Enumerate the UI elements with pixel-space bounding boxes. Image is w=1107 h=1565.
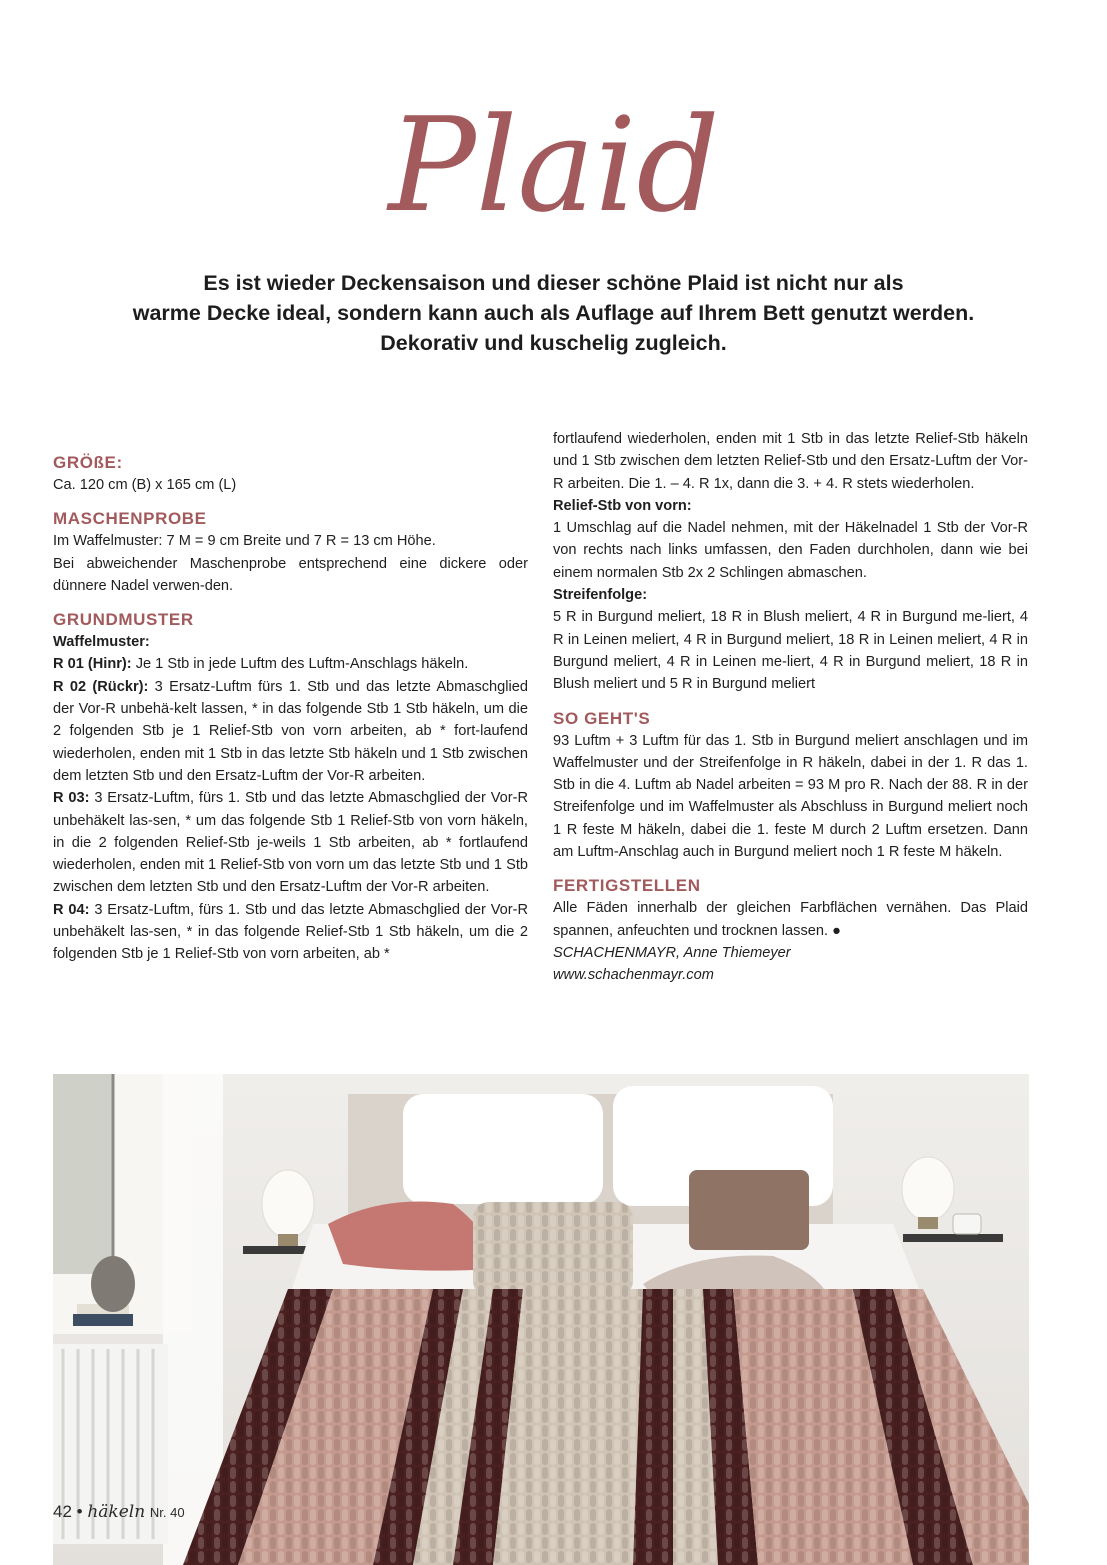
relief-heading: Relief-Stb von vorn: [553, 497, 692, 514]
row-02-text: 3 Ersatz-Luftm fürs 1. Stb und das letzte Abmaschglied der Vor-R unbehä-kelt lassen, * in das folgende Stb 1 Stb häkeln, um die 2 folgenden Stb je 1 Relief-Stb von vorn arbeiten, ab * fort-laufend wiederholen, enden mit 1 Stb in das letzte Stb häkeln und 1 Stb zwischen dem letzten Stb und den Ersatz-Luftm der Vor-R arbeiten. [53, 678, 528, 784]
row-01-text: Je 1 Stb in jede Luftm des Luftm-Anschlags häkeln. [131, 656, 469, 673]
pillow-brown [689, 1170, 809, 1250]
title-script: Plaid [387, 89, 720, 241]
bedroom-illustration [53, 1074, 1029, 1565]
size-heading: GRÖßE: [53, 453, 123, 472]
continued-text: fortlaufend wiederholen, enden mit 1 Stb in das letzte Relief-Stb häkeln und 1 Stb zwischen dem letzten Relief-Stb und den Ersatz-Luftm der Vor-R arbeiten. Die 1. – 4. R 1x, dann die 3. + 4. R stets wiederholen. [553, 431, 1028, 492]
right-column [553, 428, 1028, 987]
intro-line-2: warme Decke ideal, sondern kann auch als Auflage auf Ihrem Bett genutzt werden. [132, 301, 975, 325]
row-01-label: R 01 (Hinr): [53, 656, 132, 673]
row-01 [53, 653, 528, 675]
waffle-heading: Waffelmuster: [53, 634, 150, 651]
row-04-text: 3 Ersatz-Luftm, fürs 1. Stb und das letzte Abmaschglied der Vor-R unbehäkelt las-sen, * in das folgende Relief-Stb 1 Stb häkeln, um die 2 folgenden Stb je 1 Relief-Stb von vorn arbeiten, ab * [53, 901, 529, 963]
gauge-heading: MASCHENPROBE [53, 509, 207, 529]
vase [91, 1256, 135, 1312]
intro-paragraph [60, 268, 1047, 358]
row-03-text: 3 Ersatz-Luftm, fürs 1. Stb und das letzte Abmaschglied der Vor-R unbehäkelt las-sen, * um das folgende Stb 1 Relief-Stb von vorn häkeln, in die 2 folgenden Relief-Stb je-weils 1 Stb arbeiten, ab * fortlaufend wiederholen, enden mit 1 Relief-Stb von vorn um das letzte Stb und 1 Stb zwischen dem letzten Stb und den Ersatz-Luftm der Vor-R arbeiten. [53, 790, 529, 896]
credit: SCHACHENMAYR, Anne Thiemeyer [553, 944, 791, 961]
left-column [53, 428, 528, 966]
magazine-name: häkeln [87, 1502, 146, 1522]
plaid-blanket [183, 1289, 1029, 1565]
page-number: 42 [53, 1502, 72, 1521]
lamp-right [902, 1157, 954, 1221]
row-02 [53, 676, 528, 787]
howto-text: 93 Luftm + 3 Luftm für das 1. Stb in Burgund meliert anschlagen und im Waffelmuster und der Streifenfolge in R häkeln, dabei in der 1. R das 1. Stb in die 4. Luftm ab Nadel arbeiten = 93 M pro R. Nach der 88. R in der Streifenfolge und im Waffelmuster als Abschluss in Burgund meliert noch 1 R feste M häkeln, dabei die 1. feste M durch 2 Luftm ersetzen. Dann am Luftm-Anschlag auch in Burgund meliert noch 1 R feste M häkeln. [553, 732, 1028, 861]
side-table-right [903, 1234, 1003, 1242]
row-04 [53, 899, 528, 966]
row-02-label: R 02 (Rückr): [53, 678, 149, 695]
intro-line-3: Dekorativ und kuschelig zugleich. [380, 331, 727, 355]
books [73, 1314, 133, 1326]
lamp-left [262, 1170, 314, 1238]
gauge-text: Im Waffelmuster: 7 M = 9 cm Breite und 7 R = 13 cm Höhe. [53, 533, 436, 550]
intro-line-1: Es ist wieder Deckensaison und dieser schöne Plaid ist nicht nur als [203, 271, 904, 295]
issue-number: Nr. 40 [149, 1505, 185, 1520]
size-text: Ca. 120 cm (B) x 165 cm (L) [53, 477, 237, 493]
row-04-label: R 04: [53, 901, 90, 918]
page-title [0, 60, 1107, 260]
row-03 [53, 787, 528, 898]
finish-text: Alle Fäden innerhalb der gleichen Farbflächen vernähen. Das Plaid spannen, anfeuchten und trocknen lassen. ● [553, 900, 1028, 939]
relief-text: 1 Umschlag auf die Nadel nehmen, mit der Häkelnadel 1 Stb der Vor-R von rechts nach links umfassen, den Faden durchholen, dann wie bei einem normalen Stb 2x 2 Schlingen abmaschen. [553, 520, 1028, 581]
website: www.schachenmayr.com [553, 967, 714, 984]
pattern-heading: GRUNDMUSTER [53, 610, 194, 630]
stripes-text: 5 R in Burgund meliert, 18 R in Blush meliert, 4 R in Burgund me-liert, 4 R in Leinen meliert, 4 R in Burgund meliert, 18 R in Leinen meliert, 4 R in Burgund meliert, 4 R in Leinen me-liert, 4 R in Burgund meliert, 18 R in Blush meliert und 5 R in Burgund meliert [553, 609, 1028, 693]
footer-bullet: • [76, 1502, 83, 1521]
pillow-white-1 [403, 1094, 603, 1204]
finish-heading: FERTIGSTELLEN [553, 876, 701, 896]
alarm-clock [953, 1214, 981, 1234]
bedroom-photo [53, 1074, 1029, 1565]
gauge-note: Bei abweichender Maschenprobe entsprechend eine dickere oder dünnere Nadel verwen-den. [53, 555, 528, 594]
stripes-heading: Streifenfolge: [553, 587, 648, 604]
row-03-label: R 03: [53, 790, 90, 807]
howto-heading: SO GEHT'S [553, 708, 651, 728]
page-footer [53, 1498, 185, 1526]
